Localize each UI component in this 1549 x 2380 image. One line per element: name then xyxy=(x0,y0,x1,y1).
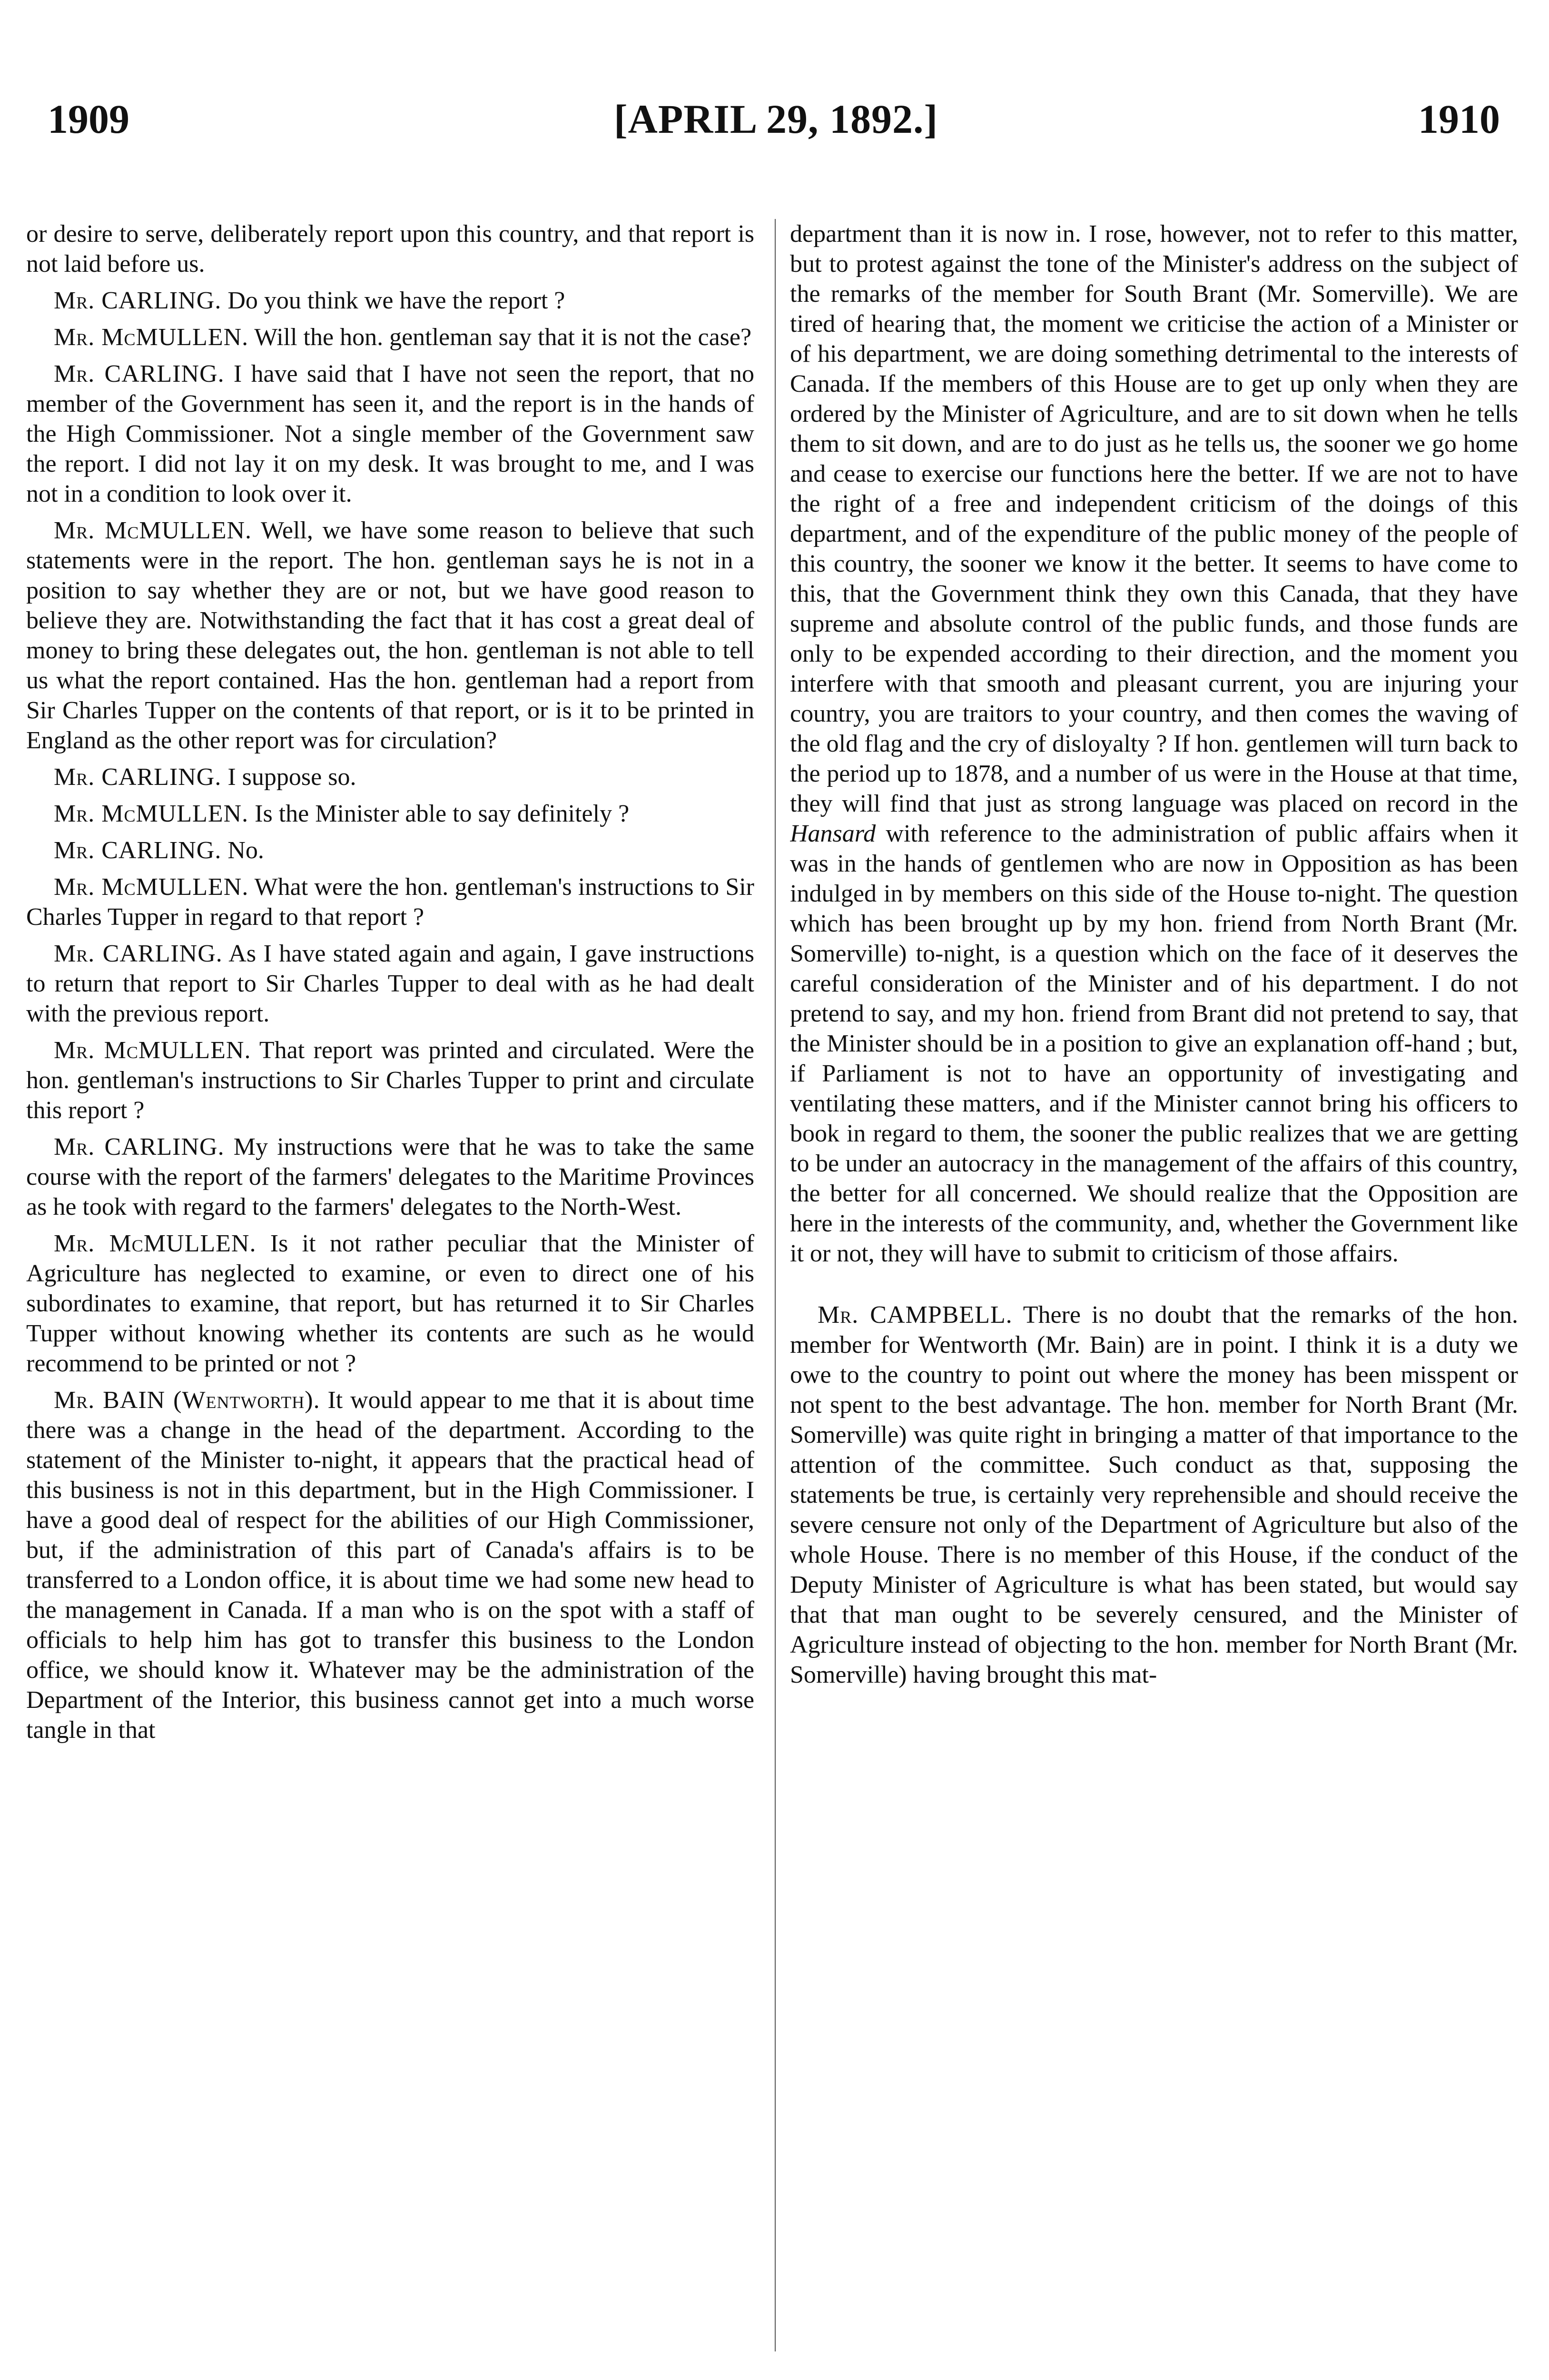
paragraph xyxy=(26,286,754,316)
hansard-reference: Hansard xyxy=(790,820,876,847)
speaker-name: Mr. CARLING. xyxy=(54,764,222,791)
paragraph-text: or desire to serve, deliberately report upon this country, and that report is not laid before us. xyxy=(26,220,754,278)
paragraph-text: There is no doubt that the remarks of the hon. member for Wentworth (Mr. Bain) are in point. I think it is a duty we owe to the country to point out where the money has been misspent or not spent to the best advantage. The hon. member for North Brant (Mr. Somerville) was quite right in bringing a matter of that importance to the attention of the committee. Such conduct as that, supposing the statements be true, is certainly very reprehensible and should receive the severe censure not only of the Department of Agriculture but also of the whole House. There is no member of this House, if the conduct of the Deputy Minister of Agriculture is what has been stated, but would say that that man ought to be severely censured, and the Minister of Agriculture instead of objecting to the hon. member for North Brant (Mr. Somerville) having brought this mat- xyxy=(790,1301,1518,1688)
paragraph-text: My instructions were that he was to take the same course with the report of the farmers' delegates to the Maritime Provinces as he took with regard to the farmers' delegates to the North-West. xyxy=(26,1133,754,1220)
paragraph xyxy=(26,939,754,1029)
paragraph xyxy=(26,762,754,792)
paragraph xyxy=(26,835,754,865)
speaker-name: Mr. CARLING. xyxy=(54,940,223,967)
paragraph-text: Do you think we have the report ? xyxy=(221,287,565,314)
paragraph-text: Will the hon. gentleman say that it is not the case? xyxy=(248,324,752,351)
paragraph-text: Is the Minister able to say definitely ? xyxy=(248,800,630,827)
paragraph-text: That report was printed and circulated. Were the hon. gentleman's instructions to Sir Charles Tupper to print and circulate this report ? xyxy=(26,1037,754,1124)
right-column xyxy=(790,219,1518,2370)
right-page-number: 1910 xyxy=(1418,96,1500,142)
speaker-name: Mr. McMULLEN. xyxy=(54,517,252,544)
page-date-heading: [APRIL 29, 1892.] xyxy=(614,96,938,142)
paragraph xyxy=(790,219,1518,1269)
paragraph xyxy=(26,1035,754,1125)
paragraph xyxy=(26,1132,754,1222)
speaker-name: Mr. CARLING. xyxy=(54,837,222,864)
speaker-name: Mr. CARLING. xyxy=(54,1133,225,1160)
paragraph-text: I suppose so. xyxy=(221,764,356,791)
paragraph-text: As I have stated again and again, I gave instructions to return that report to Sir Charles Tupper to deal with as he had dealt with the previous report. xyxy=(26,940,754,1027)
paragraph-text: department than it is now in. I rose, however, not to refer to this matter, but to protest against the tone of the Minister's address on the subject of the remarks of the member for South Brant (Mr. Somerville). We are tired of hearing that, the moment we criticise the action of a Minister or of his department, we are doing something detrimental to the interests of Canada. If the members of this House are to get up only when they are ordered by the Minister of Agriculture, and are to sit down when he tells them to sit down, and are to do just as he tells us, the sooner we go home and cease to exercise our functions here the better. If we are not to have the right of a free and independent criticism of the doings of this department, and of the expenditure of the public money of the people of this country, the sooner we know it the better. It seems to have come to this, that the Government think they own this Canada, that they have supreme and absolute control of the public funds, and those funds are only to be expended according to their direction, and the moment you interfere with that smooth and pleasant current, you are injuring your country, you are traitors to your country, and then comes the waving of the old flag and the cry of disloyalty ? If hon. gentlemen will turn back to the period up to 1878, and a number of us were in the House at that time, they will find that just as strong language was placed on record in the xyxy=(790,220,1518,817)
page-header xyxy=(0,0,1549,200)
speaker-name: Mr. McMULLEN. xyxy=(54,873,249,901)
paragraph xyxy=(26,1385,754,1745)
paragraph xyxy=(26,322,754,352)
paragraph-text: Well, we have some reason to believe that such statements were in the report. The hon. gentleman says he is not in a position to say whether they are or not, but we have good reason to believe they are. Notwithstanding the fact that it has cost a great deal of money to bring these delegates out, the hon. gentleman is not able to tell us what the report contained. Has the hon. gentleman had a report from Sir Charles Tupper on the contents of that report, or is it to be printed in England as the other report was for circulation? xyxy=(26,517,754,754)
paragraph-text: I have said that I have not seen the report, that no member of the Government has seen it, and the report is in the hands of the High Commissioner. Not a single member of the Government saw the report. I did not lay it on my desk. It was brought to me, and I was not in a condition to look over it. xyxy=(26,360,754,507)
paragraph xyxy=(26,872,754,932)
paragraph xyxy=(26,516,754,755)
paragraph xyxy=(26,799,754,829)
paragraph-text: with reference to the administration of public affairs when it was in the hands of gentlemen who are now in Opposition as has been indulged in by members on this side of the House to-night. The question which has been brought up by my hon. friend from North Brant (Mr. Somerville) to-night, is a question which on the face of it deserves the careful consideration of the Minister and of his department. I do not pretend to say, and my hon. friend from Brant did not pretend to say, that the Minister should be in a position to give an explanation off-hand ; but, if Parliament is not to have an opportunity of investigating and ventilating these matters, and if the Minister cannot bring his officers to book in regard to them, the sooner the public realizes that we are getting to be under an autocracy in the management of the affairs of this country, the better for all concerned. We should realize that the Opposition are here in the interests of the community, and, whether the Government like it or not, they will have to submit to criticism of those affairs. xyxy=(790,820,1518,1267)
paragraph xyxy=(26,359,754,509)
paragraph-gap xyxy=(790,1275,1518,1300)
speaker-name: Mr. McMULLEN. xyxy=(54,1037,251,1064)
speaker-name: Mr. CAMPBELL. xyxy=(818,1301,1013,1329)
paragraph-text: No. xyxy=(221,837,264,864)
speaker-name: Mr. CARLING. xyxy=(54,287,222,314)
speaker-name: Mr. McMULLEN. xyxy=(54,800,249,827)
speaker-name: Mr. CARLING. xyxy=(54,360,225,387)
paragraph xyxy=(26,219,754,279)
column-divider xyxy=(775,219,776,2351)
paragraph-text: Is it not rather peculiar that the Minister of Agriculture has neglected to examine, or even to direct one of his subordinates to examine, that report, but has returned it to Sir Charles Tupper without knowing whether its contents are such as he would recommend to be printed or not ? xyxy=(26,1230,754,1377)
paragraph xyxy=(26,1229,754,1378)
speaker-name: Mr. McMULLEN. xyxy=(54,324,249,351)
paragraph xyxy=(790,1300,1518,1690)
left-column xyxy=(26,219,754,2370)
paragraph-text: It would appear to me that it is about time there was a change in the head of the department. According to the statement of the Minister to-night, it appears that the practical head of this business is not in this department, but in the High Commissioner. I have a good deal of respect for the abilities of our High Commissioner, but, if the administration of this part of Canada's affairs is to be transferred to a London office, it is about time we had some new head to the management in Canada. If a man who is on the spot with a staff of officials to help him has got to transfer this business to the London office, we should know it. Whatever may be the administration of the Department of the Interior, this business cannot get into a much worse tangle in that xyxy=(26,1387,754,1744)
paragraph-text: What were the hon. gentleman's instructions to Sir Charles Tupper in regard to that report ? xyxy=(26,873,754,931)
speaker-name: Mr. BAIN (Wentworth). xyxy=(54,1387,320,1414)
speaker-name: Mr. McMULLEN. xyxy=(54,1230,257,1257)
left-page-number: 1909 xyxy=(48,96,129,142)
text-columns xyxy=(0,219,1549,2380)
